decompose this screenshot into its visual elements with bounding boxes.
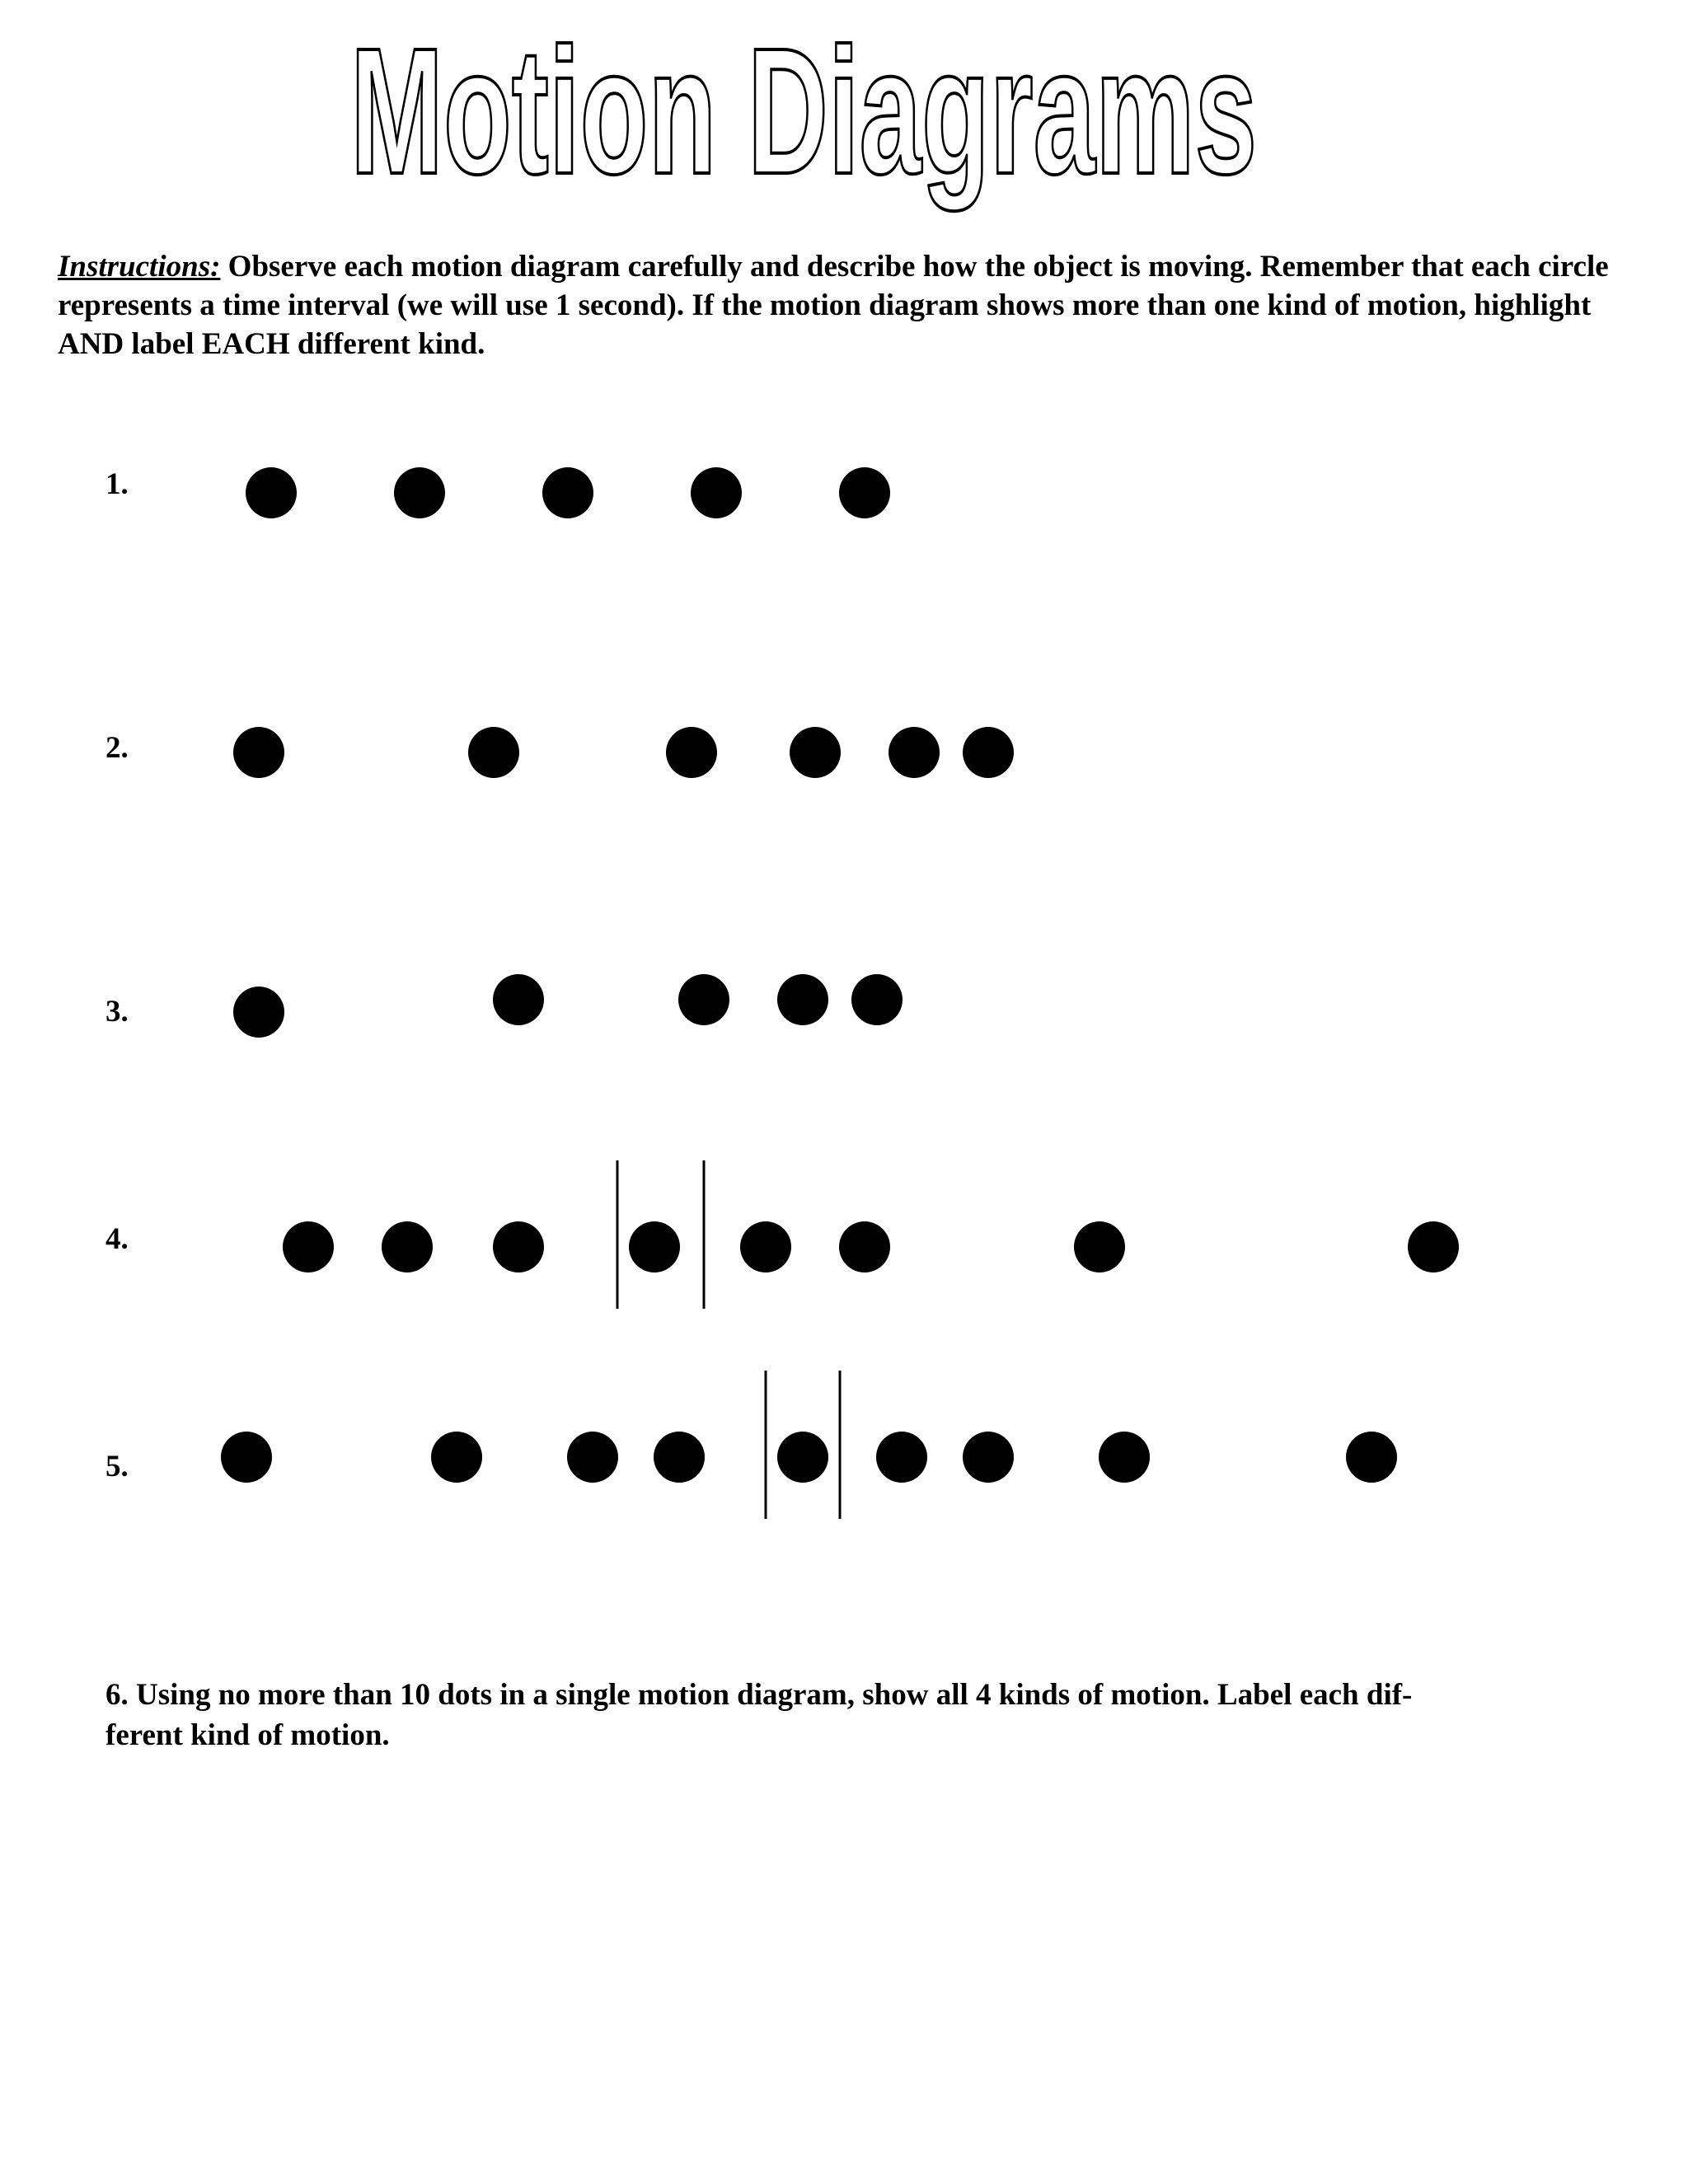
problem-number-1: 1.: [106, 467, 129, 501]
motion-diagram-3: [233, 974, 903, 1038]
motion-dot: [221, 1432, 272, 1483]
motion-dot: [963, 1432, 1014, 1483]
motion-dot: [851, 974, 903, 1025]
motion-dot: [493, 974, 544, 1025]
motion-dot: [1074, 1221, 1125, 1272]
motion-dot: [839, 467, 890, 518]
motion-diagram-5: [221, 1371, 1397, 1519]
motion-dot: [876, 1432, 927, 1483]
motion-dot: [777, 1432, 828, 1483]
question-six-line-2: ferent kind of motion.: [106, 1718, 390, 1752]
motion-dot: [394, 467, 445, 518]
motion-dot: [493, 1221, 544, 1272]
problem-number-5: 5.: [106, 1450, 129, 1483]
motion-dot: [431, 1432, 482, 1483]
motion-dot: [233, 727, 284, 778]
motion-dot: [382, 1221, 433, 1272]
motion-dot: [963, 727, 1014, 778]
motion-dot: [889, 727, 940, 778]
motion-dot: [654, 1432, 705, 1483]
motion-diagram-2: [233, 727, 1014, 778]
motion-dot: [246, 467, 297, 518]
motion-dot: [1408, 1221, 1459, 1272]
motion-dot: [1099, 1432, 1150, 1483]
instructions-label: Instructions:: [58, 250, 221, 284]
motion-diagram-1: [246, 467, 890, 518]
motion-diagram-4: [283, 1160, 1459, 1309]
motion-dot: [691, 467, 742, 518]
motion-dot: [740, 1221, 791, 1272]
motion-dot: [678, 974, 729, 1025]
motion-dot: [542, 467, 593, 518]
motion-dot: [468, 727, 519, 778]
question-six: [106, 1675, 1556, 1755]
problem-number-2: 2.: [106, 731, 129, 765]
motion-dot: [233, 987, 284, 1038]
question-six-line-1: 6. Using no more than 10 dots in a single motion diagram, show all 4 kinds of motion. Label each dif-: [106, 1678, 1413, 1712]
problem-number-4: 4.: [106, 1222, 129, 1256]
motion-dot: [790, 727, 841, 778]
motion-dot: [839, 1221, 890, 1272]
motion-dot: [567, 1432, 618, 1483]
problem-number-3: 3.: [106, 995, 129, 1029]
motion-dot: [283, 1221, 334, 1272]
motion-dot: [1346, 1432, 1397, 1483]
motion-dot: [666, 727, 717, 778]
instructions-text: Observe each motion diagram carefully and describe how the object is moving. Remember that each circle represents a time interval (we will use 1 second). If the motion diagram shows more than one kind of motion, highlight AND label EACH different kind.: [58, 250, 1609, 361]
motion-dot: [629, 1221, 680, 1272]
motion-dot: [777, 974, 828, 1025]
page-title-text: Motion Diagrams: [350, 12, 1257, 212]
